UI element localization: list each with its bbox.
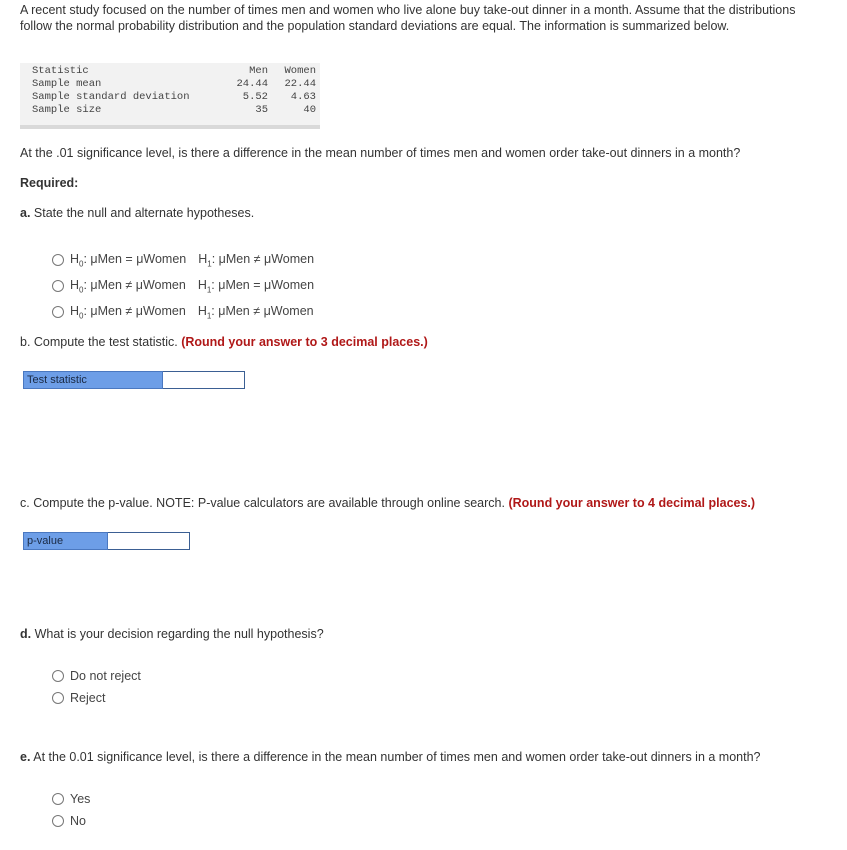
radio-button[interactable] [52,692,64,704]
part-a-text: State the null and alternate hypotheses. [33,206,255,220]
p-value-input[interactable] [108,532,190,550]
radio-button[interactable] [52,254,64,266]
part-d-prompt: d. What is your decision regarding the null hypothesis? [20,627,324,641]
p-value-label: p-value [23,532,108,550]
test-statistic-row [23,371,245,389]
required-heading: Required: [20,176,79,190]
p-value-row [23,532,190,550]
answer-option-no[interactable] [52,811,86,831]
part-c-prompt [20,496,755,510]
answer-option-yes[interactable] [52,789,90,809]
men-value: 5.52 [242,91,268,103]
part-b-prompt [20,335,428,349]
part-b-text: b. Compute the test statistic. [20,335,178,349]
option-label: Yes [70,792,91,806]
test-statistic-input[interactable] [163,371,245,389]
decision-option-reject[interactable] [52,688,105,708]
radio-button[interactable] [52,793,64,805]
men-value: 35 [255,104,268,116]
table-header-row [32,65,322,78]
radio-button[interactable] [52,306,64,318]
hypothesis-option-3[interactable]: $H_0$: μMen ≠ μWomen $H_1$: μMen ≠ μWomen [52,302,314,322]
header-women: Women [284,65,316,77]
summary-stats-table [20,63,320,129]
table-row [32,104,322,117]
hypothesis-option-1[interactable]: $H_0$: μMen = μWomen $H_1$: μMen ≠ μWomen [52,250,314,270]
part-e-text: At the 0.01 significance level, is there a difference in the mean number of times men and women order take-out dinners in a month? [33,750,761,764]
radio-button[interactable] [52,670,64,682]
part-c-instruction: (Round your answer to 4 decimal places.) [508,496,756,510]
part-b-instruction: (Round your answer to 3 decimal places.) [181,335,428,349]
women-value: 22.44 [284,78,316,90]
table-row [32,91,322,104]
part-e-prompt: e. At the 0.01 significance level, is there a difference in the mean number of times men and women order take-out dinners in a month? [20,750,761,764]
women-value: 40 [303,104,316,116]
main-question: At the .01 significance level, is there a difference in the mean number of times men and women order take-out dinners in a month? [20,146,741,160]
header-men: Men [249,65,268,77]
hypothesis-option-2[interactable]: $H_0$: μMen ≠ μWomen $H_1$: μMen = μWomen [52,276,314,296]
part-d-text: What is your decision regarding the null hypothesis? [34,627,324,641]
women-value: 4.63 [290,91,316,103]
part-a-prompt: a. State the null and alternate hypotheses. [20,206,255,220]
test-statistic-label: Test statistic [23,371,163,389]
header-statistic: Statistic [32,65,89,77]
row-label: Sample mean [32,78,102,90]
radio-button[interactable] [52,815,64,827]
problem-intro: A recent study focused on the number of times men and women who live alone buy take-out dinner in a month. Assume that the distributions follow the normal probability distribution and the population standard deviations are equal. The information is summarized below. [20,3,796,33]
option-label: Do not reject [70,669,141,683]
row-label: Sample standard deviation [32,91,190,103]
radio-button[interactable] [52,280,64,292]
option-label: No [70,814,86,828]
men-value: 24.44 [236,78,268,90]
row-label: Sample size [32,104,102,116]
part-c-text: c. Compute the p-value. NOTE: P-value calculators are available through online search. [20,496,505,510]
option-label: Reject [70,691,106,705]
table-row [32,78,322,91]
decision-option-do-not-reject[interactable] [52,666,141,686]
